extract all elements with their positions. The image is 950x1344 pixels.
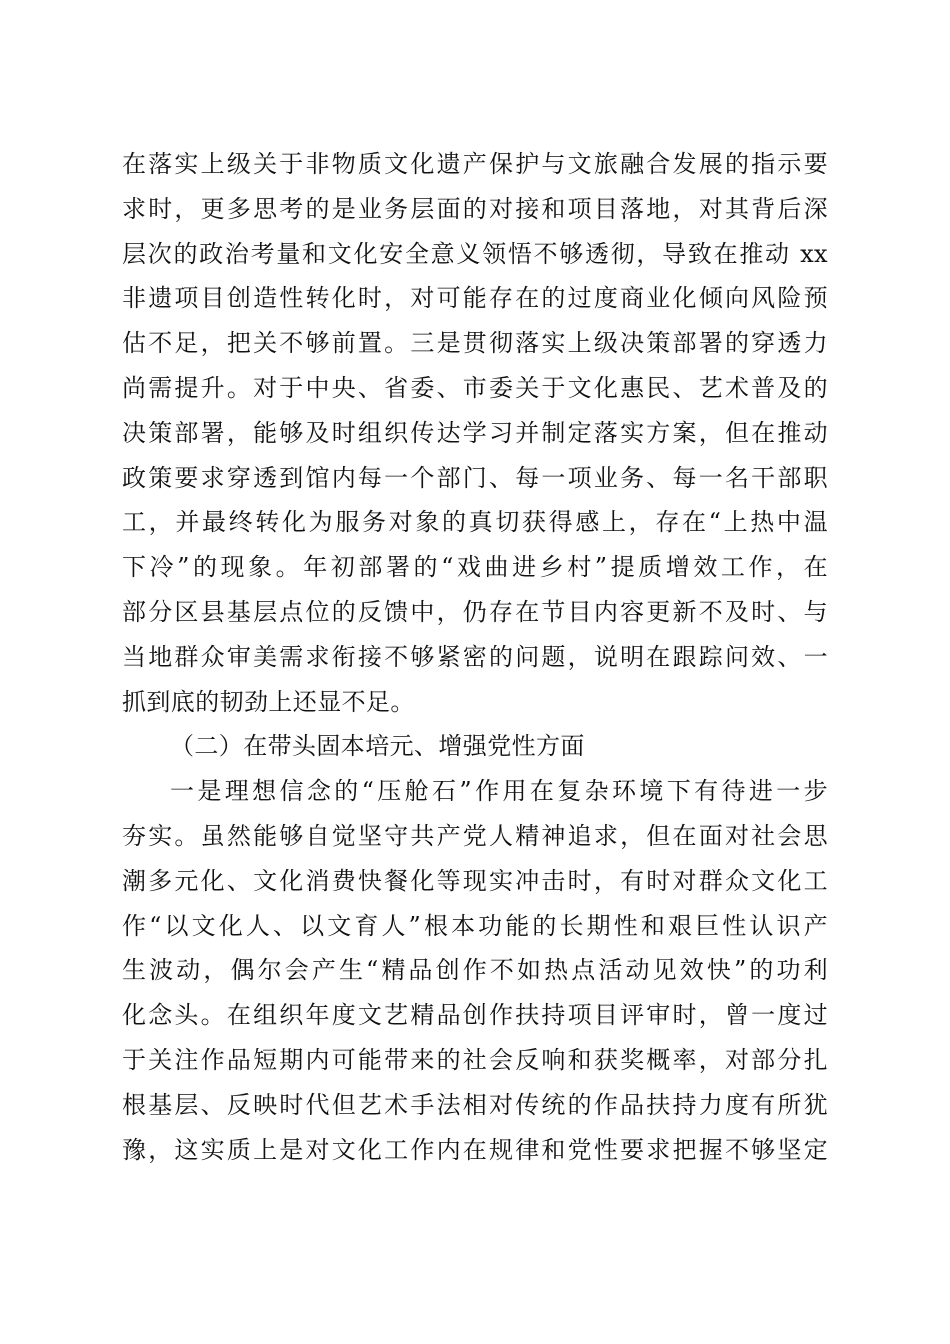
text-line: 决策部署，能够及时组织传达学习并制定落实方案，但在推动 (122, 418, 828, 447)
text-line: 部分区县基层点位的反馈中，仍存在节目内容更新不及时、与 (122, 597, 828, 626)
section-heading: （二）在带头固本培元、增强党性方面 (170, 732, 585, 761)
text-line: 潮多元化、文化消费快餐化等现实冲击时，有时对群众文化工 (122, 866, 828, 895)
text-line: 抓到底的韧劲上还显不足。 (122, 687, 415, 716)
text-line: 求时，更多思考的是业务层面的对接和项目落地，对其背后深 (122, 194, 828, 223)
text-line: 当地群众审美需求衔接不够紧密的问题，说明在跟踪问效、一 (122, 642, 828, 671)
text-line: 政策要求穿透到馆内每一个部门、每一项业务、每一名干部职 (122, 463, 828, 492)
text-line: 非遗项目创造性转化时，对可能存在的过度商业化倾向风险预 (122, 284, 828, 313)
document-body (122, 142, 828, 1172)
text-line: 生波动，偶尔会产生“精品创作不如热点活动见效快”的功利 (122, 956, 828, 985)
text-line: 工，并最终转化为服务对象的真切获得感上，存在“上热中温 (122, 508, 828, 537)
text-line: 估不足，把关不够前置。三是贯彻落实上级决策部署的穿透力 (122, 329, 828, 358)
text-line: 根基层、反映时代但艺术手法相对传统的作品扶持力度有所犹 (122, 1090, 828, 1119)
text-line: 在落实上级关于非物质文化遗产保护与文旅融合发展的指示要 (122, 150, 828, 178)
text-line: 下冷”的现象。年初部署的“戏曲进乡村”提质增效工作，在 (122, 553, 828, 582)
text-line: 于关注作品短期内可能带来的社会反响和获奖概率，对部分扎 (122, 1045, 828, 1074)
text-line: 夯实。虽然能够自觉坚守共产党人精神追求，但在面对社会思 (122, 821, 828, 850)
text-line: 一是理想信念的“压舱石”作用在复杂环境下有待进一步 (170, 777, 828, 806)
text-line: 尚需提升。对于中央、省委、市委关于文化惠民、艺术普及的 (122, 373, 828, 402)
text-line: 作“以文化人、以文育人”根本功能的长期性和艰巨性认识产 (122, 911, 828, 940)
text-line: 层次的政治考量和文化安全意义领悟不够透彻，导致在推动 xx (122, 239, 828, 268)
text-line: 化念头。在组织年度文艺精品创作扶持项目评审时，曾一度过 (122, 1001, 828, 1030)
text-line: 豫，这实质上是对文化工作内在规律和党性要求把握不够坚定 (122, 1135, 828, 1164)
